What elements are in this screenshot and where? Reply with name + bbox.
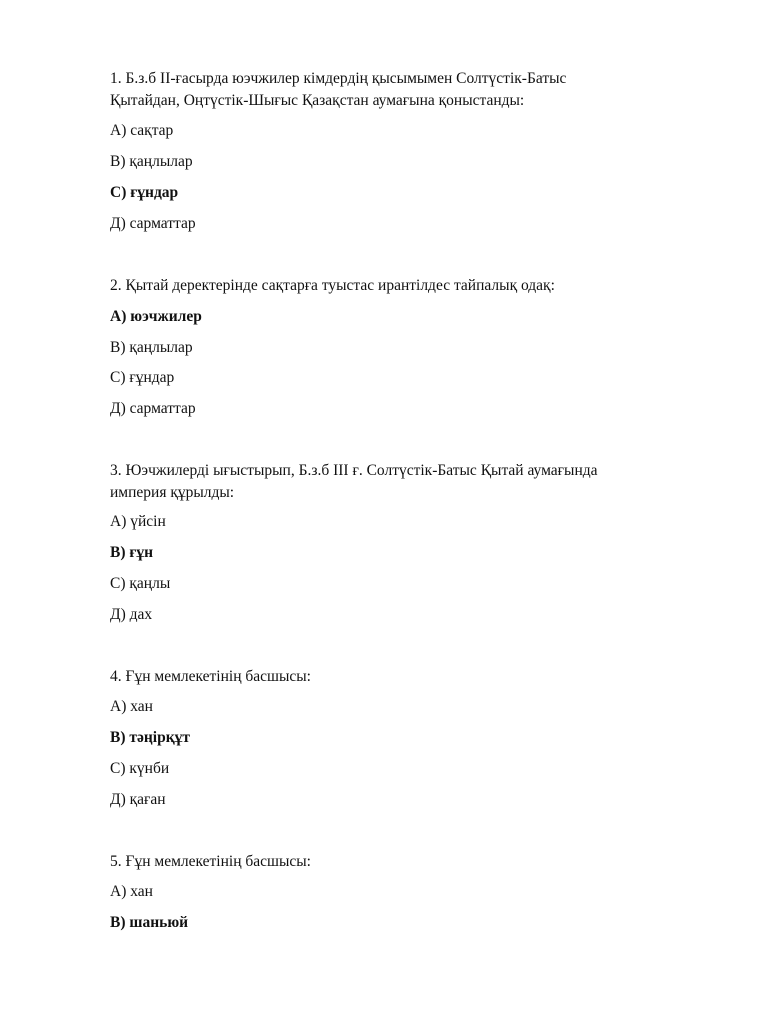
answer-option: С) қаңлы <box>110 575 171 592</box>
question-4 <box>110 666 700 688</box>
answer-option: Д) сарматтар <box>110 215 196 232</box>
question-5 <box>110 851 700 873</box>
answer-option: Д) сарматтар <box>110 400 196 417</box>
answer-option-correct: В) тәңірқұт <box>110 729 191 746</box>
question-text-line: 3. Юэчжилерді ығыстырып, Б.з.б III ғ. Солтүстік-Батыс Қытай аумағында <box>110 462 598 479</box>
answer-option: Д) қаған <box>110 791 166 808</box>
answer-option: С) күнби <box>110 760 170 777</box>
answer-option: А) хан <box>110 698 153 715</box>
question-3 <box>110 460 700 504</box>
question-text-line: империя құрылды: <box>110 484 235 501</box>
question-text-line: 1. Б.з.б II-ғасырда юэчжилер кімдердің қысымымен Солтүстік-Батыс <box>110 70 567 87</box>
answer-option-correct: В) шаньюй <box>110 914 189 931</box>
question-1 <box>110 68 700 112</box>
answer-option: Д) дах <box>110 606 153 623</box>
answer-option-correct: С) ғұндар <box>110 184 179 201</box>
question-text-line: 2. Қытай деректерінде сақтарға туыстас ирантілдес тайпалық одақ: <box>110 277 555 294</box>
question-text-line: 4. Ғұн мемлекетінің басшысы: <box>110 668 311 685</box>
answer-option: А) үйсін <box>110 513 166 530</box>
answer-option-correct: А) юэчжилер <box>110 308 202 325</box>
answer-option: В) қаңлылар <box>110 339 193 356</box>
question-2 <box>110 275 700 297</box>
answer-option: А) хан <box>110 883 153 900</box>
answer-option: С) ғұндар <box>110 369 175 386</box>
question-text-line: 5. Ғұн мемлекетінің басшысы: <box>110 853 311 870</box>
answer-option: А) сақтар <box>110 122 174 139</box>
answer-option: В) қаңлылар <box>110 153 193 170</box>
answer-option-correct: В) ғұн <box>110 544 154 561</box>
question-text-line: Қытайдан, Оңтүстік-Шығыс Қазақстан аумағына қоныстанды: <box>110 92 525 109</box>
